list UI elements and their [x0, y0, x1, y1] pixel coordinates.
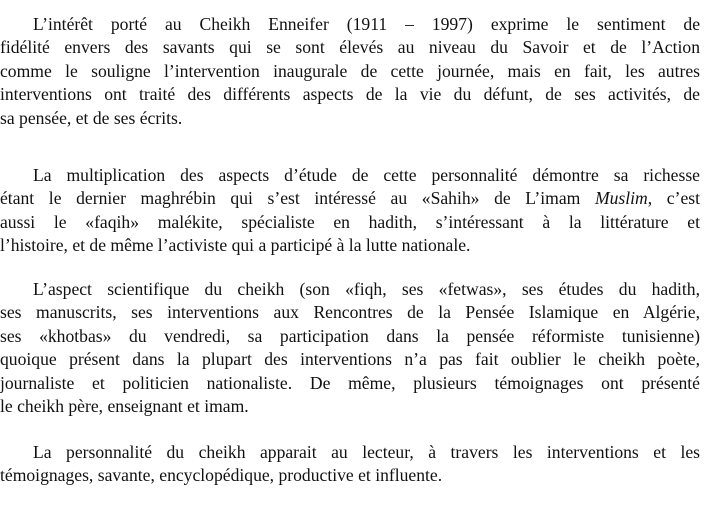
- text-line: comme le souligne l’intervention inaugurale de cette journée, mais en fait, les autres: [0, 60, 700, 81]
- text-line: le cheikh père, enseignant et imam.: [0, 395, 249, 416]
- text-segment: , c’est: [647, 188, 700, 209]
- text-line: La multiplication des aspects d’étude de cette personnalité démontre sa richesse: [33, 165, 700, 185]
- text-line: quoique présent dans la plupart des interventions n’a pas fait oublier le cheikh poète,: [0, 349, 700, 370]
- text-line: témoignages, savante, encyclopédique, productive et influente.: [0, 465, 443, 486]
- text-line: sa pensée, et de ses écrits.: [0, 107, 183, 128]
- paragraph-1: [0, 13, 700, 130]
- text-line: La personnalité du cheikh apparait au lecteur, à travers les interventions et les: [33, 442, 700, 462]
- text-line: l’histoire, et de même l’activiste qui a participé à la lutte nationale.: [0, 235, 471, 256]
- text-line: aussi le «faqih» malékite, spécialiste en hadith, s’intéressant à la littérature et: [0, 211, 700, 232]
- paragraph-2: [0, 164, 700, 258]
- text-line: L’intérêt porté au Cheikh Enneifer (1911 – 1997) exprime le sentiment de: [33, 14, 700, 34]
- text-line: ses manuscrits, ses interventions aux Rencontres de la Pensée Islamique en Algérie,: [0, 302, 700, 323]
- italic-name: Muslim: [594, 188, 648, 209]
- text-line: fidélité envers des savants qui se sont élevés au niveau du Savoir et de l’Action: [0, 37, 700, 58]
- paragraph-3: [0, 278, 700, 418]
- text-line: L’aspect scientifique du cheikh (son «fiqh, ses «fetwas», ses études du hadith,: [33, 279, 700, 299]
- text-line: ses «khotbas» du vendredi, sa participation dans la pensée réformiste tunisienne): [0, 325, 700, 346]
- paragraph-4: [0, 441, 700, 488]
- text-line: journaliste et politicien nationaliste. De même, plusieurs témoignages ont présenté: [0, 372, 700, 393]
- text-segment: étant le dernier maghrébin qui s’est intéressé au «Sahih» de L’imam: [0, 188, 581, 209]
- text-line-with-italic: [0, 187, 700, 210]
- text-line: interventions ont traité des différents aspects de la vie du défunt, de ses activités, de: [0, 84, 700, 105]
